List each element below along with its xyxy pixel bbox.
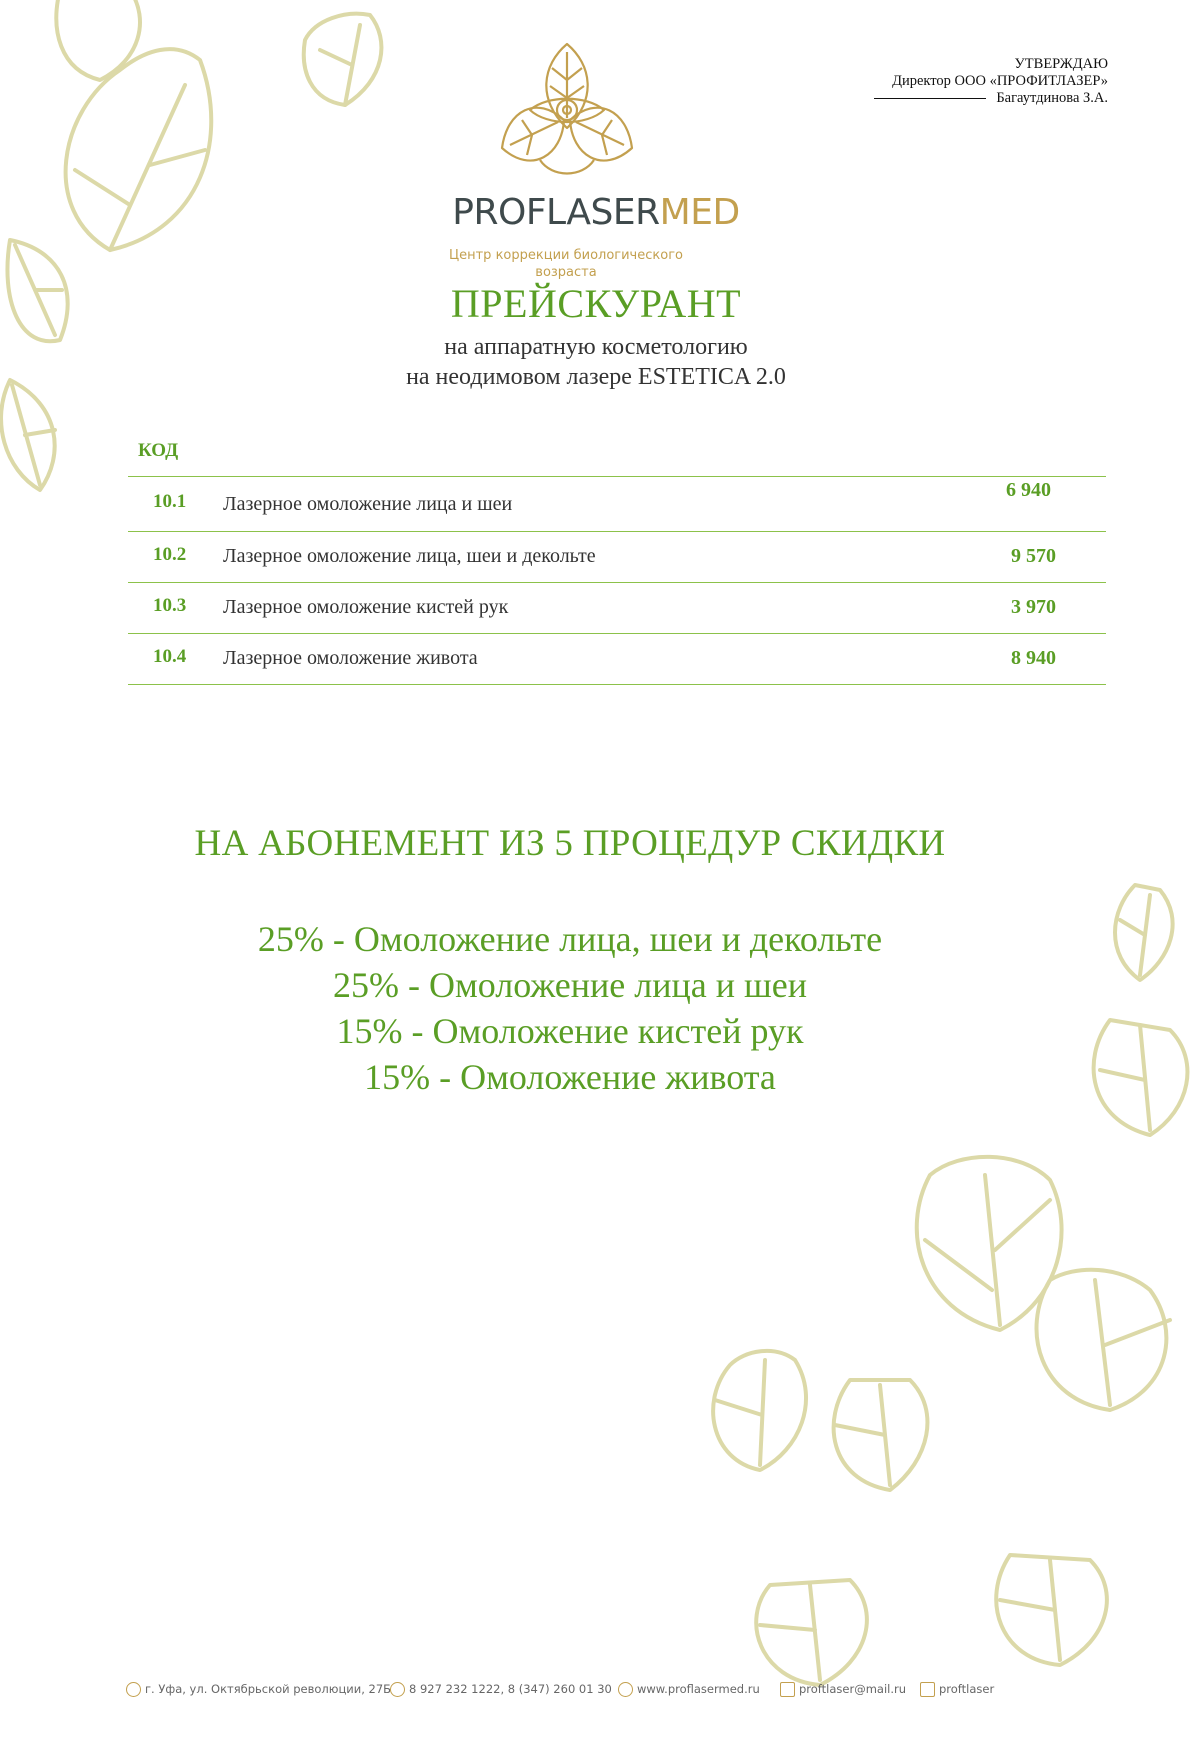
brand-name-accent: MED — [659, 192, 740, 233]
row-code: 10.2 — [153, 544, 187, 565]
table-row — [128, 476, 1106, 531]
code-column-header: КОД — [138, 440, 179, 461]
discount-list — [0, 916, 1140, 1100]
footer-address-text: г. Уфа, ул. Октябрьской революции, 27Б — [145, 1682, 392, 1696]
approval-block — [874, 56, 1108, 107]
price-table — [128, 476, 1106, 685]
row-code: 10.1 — [153, 491, 187, 512]
document-subtitle — [0, 332, 1192, 392]
row-code: 10.3 — [153, 595, 187, 616]
discount-item: 15% - Омоложение живота — [364, 1057, 776, 1097]
approval-signatory: Багаутдинова З.А. — [996, 90, 1108, 106]
subtitle-line-2: на неодимовом лазере ESTETICA 2.0 — [406, 364, 786, 390]
discount-item: 25% - Омоложение лица и шеи — [333, 965, 807, 1005]
promo-title: НА АБОНЕМЕНТ ИЗ 5 ПРОЦЕДУР СКИДКИ — [194, 823, 946, 864]
footer-website[interactable] — [618, 1682, 760, 1697]
logo-emblem-icon — [492, 40, 642, 186]
approval-position: Директор ООО «ПРОФИТЛАЗЕР» — [892, 73, 1108, 89]
discount-item: 25% - Омоложение лица, шеи и декольте — [257, 919, 883, 959]
row-price: 8 940 — [1011, 647, 1056, 669]
row-service: Лазерное омоложение лица и шеи — [223, 493, 513, 515]
footer-email-text[interactable]: proftlaser@mail.ru — [799, 1682, 907, 1696]
footer-website-text[interactable]: www.proflasermed.ru — [637, 1682, 760, 1696]
phone-icon — [390, 1682, 405, 1697]
row-service: Лазерное омоложение кистей рук — [223, 596, 509, 618]
document-title: ПРЕЙСКУРАНТ — [450, 281, 742, 326]
location-icon — [126, 1682, 141, 1697]
brand-name — [0, 192, 1192, 233]
discount-item: 15% - Омоложение кистей рук — [336, 1011, 804, 1051]
subtitle-line-1: на аппаратную косметологию — [444, 334, 748, 360]
table-row — [128, 531, 1106, 582]
row-price: 3 970 — [1011, 596, 1056, 618]
table-row — [128, 582, 1106, 633]
brand-name-main: PROFLASER — [452, 192, 660, 233]
mail-icon — [780, 1682, 795, 1697]
footer-phones — [390, 1682, 612, 1697]
row-service: Лазерное омоложение лица, шеи и декольте — [223, 545, 596, 567]
row-price: 9 570 — [1011, 545, 1056, 567]
signature-line — [874, 98, 986, 99]
footer-email[interactable] — [780, 1682, 906, 1697]
approval-title: УТВЕРЖДАЮ — [1014, 56, 1108, 72]
row-service: Лазерное омоложение живота — [223, 647, 478, 669]
instagram-icon — [920, 1682, 935, 1697]
approval-signature-row — [874, 90, 1108, 107]
footer-contacts — [126, 1680, 1046, 1704]
row-price: 6 940 — [1006, 479, 1051, 501]
brand-tagline: Центр коррекции биологического возраста — [449, 248, 683, 280]
footer-social[interactable] — [920, 1682, 994, 1697]
table-row — [128, 633, 1106, 685]
globe-icon — [618, 1682, 633, 1697]
footer-address — [126, 1682, 391, 1697]
footer-social-text[interactable]: proftlaser — [939, 1682, 995, 1696]
row-code: 10.4 — [153, 646, 187, 667]
footer-phones-text: 8 927 232 1222, 8 (347) 260 01 30 — [409, 1682, 612, 1696]
